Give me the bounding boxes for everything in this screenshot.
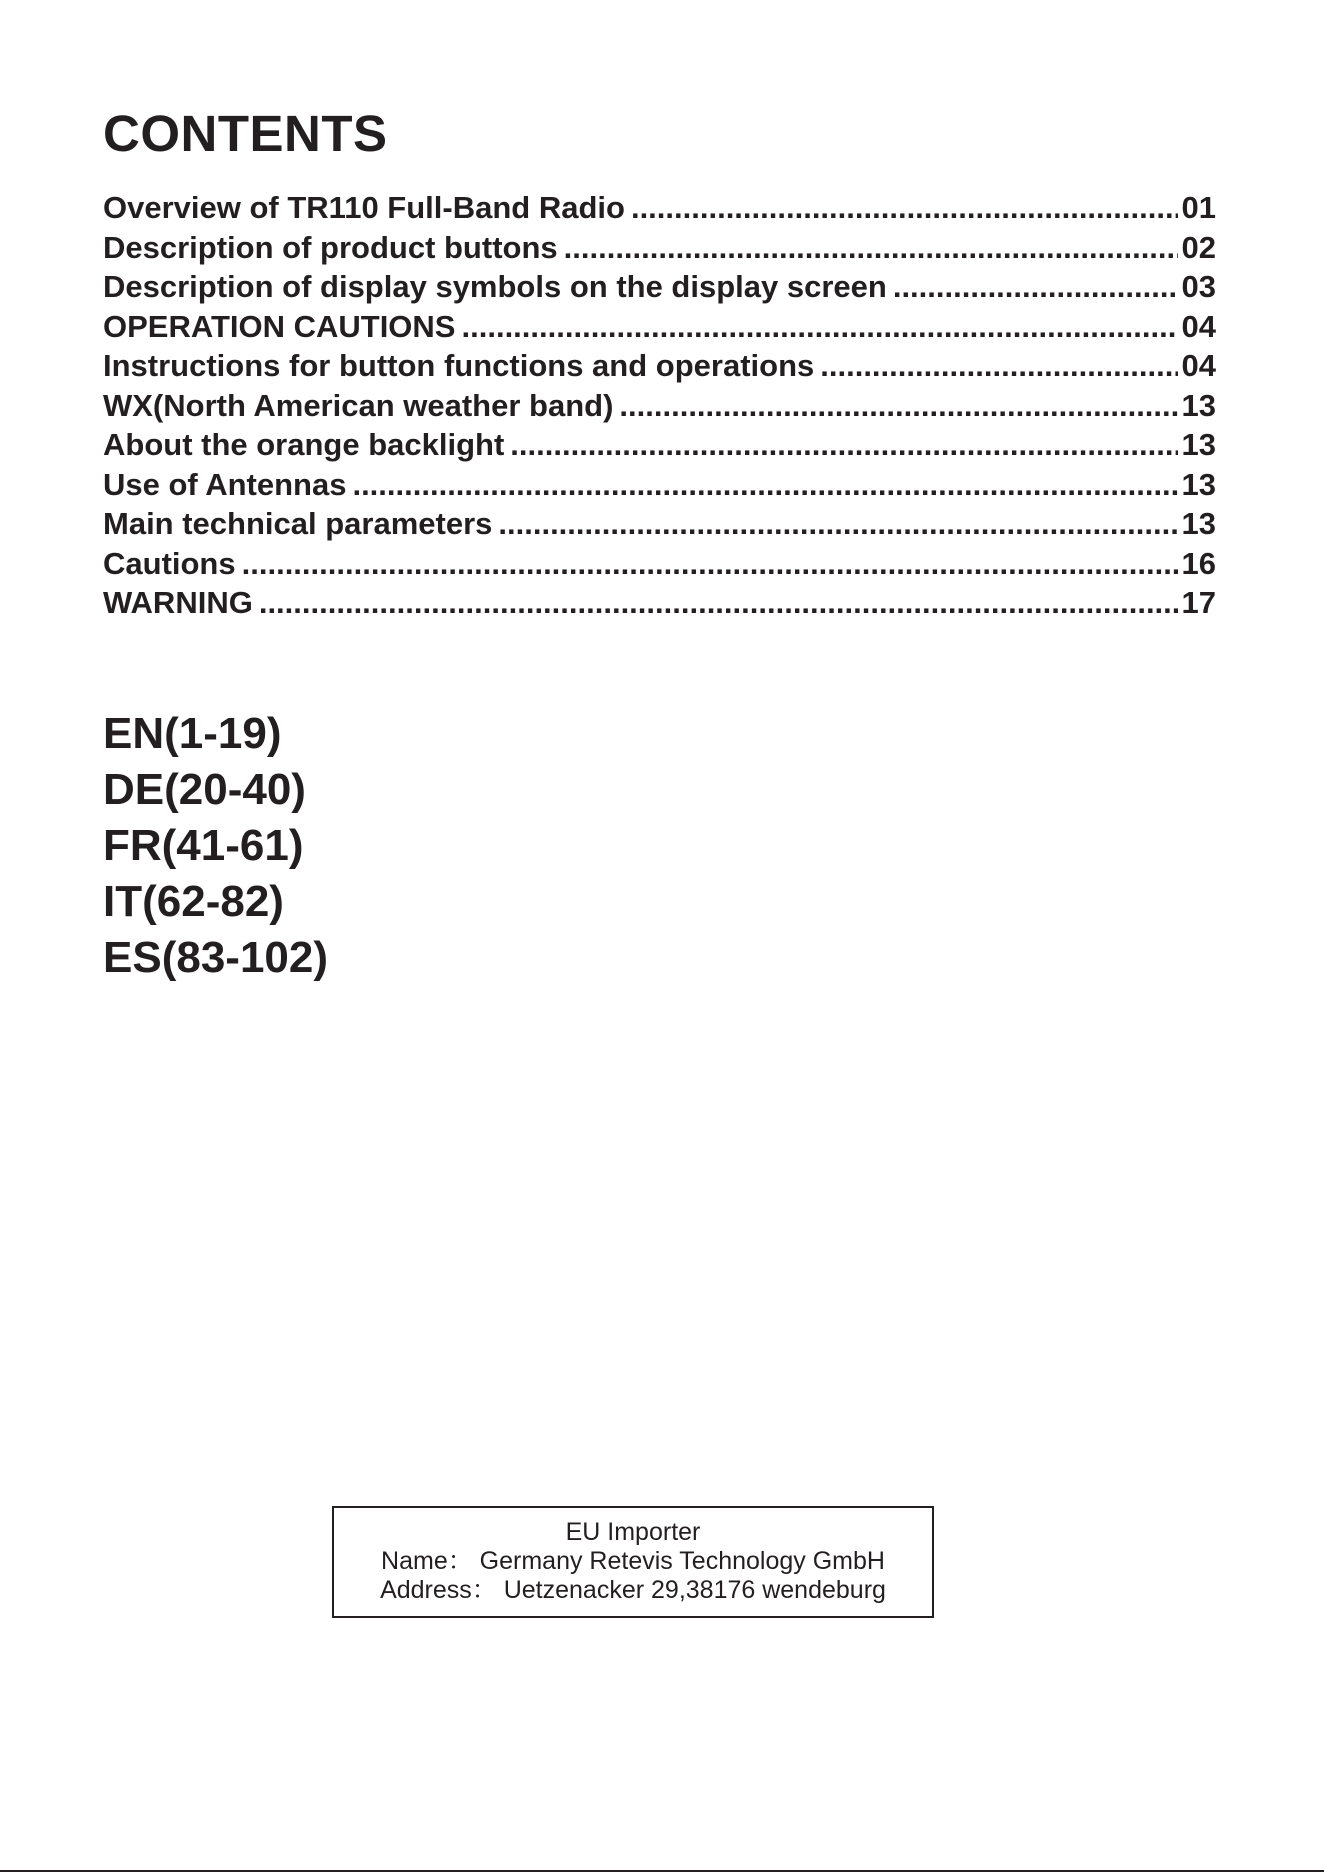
importer-heading: EU Importer [565,1518,701,1546]
toc-page-number: 04 [1181,308,1216,344]
language-entry-de: DE(20-40) [103,765,306,814]
toc-label: About the orange backlight [103,427,505,462]
toc-dot-leader [564,228,1178,268]
toc-page-number: 13 [1181,506,1216,541]
toc-page-number: 17 [1181,585,1216,620]
toc-page-number: 04 [1181,348,1216,383]
language-entry-en: EN(1-19) [103,709,282,758]
toc-row [103,504,1216,544]
language-list [103,706,328,986]
toc-page-number: 01 [1181,190,1216,225]
toc-label: Description of display symbols on the display screen [103,269,887,304]
toc-row [103,188,1216,228]
toc-row [103,346,1216,386]
toc-dot-leader [259,583,1178,623]
toc-page-number: 13 [1181,387,1216,423]
toc-label: WARNING [103,585,253,620]
importer-name: Name： Germany Retevis Technology GmbH [381,1547,885,1575]
toc-row [103,386,1216,426]
table-of-contents [103,188,1216,623]
toc-dot-leader [619,386,1177,426]
toc-dot-leader [510,425,1177,465]
toc-dot-leader [631,188,1178,228]
toc-page-number: 03 [1181,269,1216,304]
toc-label: Description of product buttons [103,229,558,265]
toc-page-number: 16 [1181,545,1216,581]
toc-page-number: 13 [1181,466,1216,502]
language-entry-es: ES(83-102) [103,933,329,982]
eu-importer-box [332,1506,934,1618]
toc-row [103,583,1216,623]
toc-page-number: 13 [1181,427,1216,462]
toc-row [103,267,1216,307]
language-entry-it: IT(62-82) [103,877,284,926]
toc-row [103,425,1216,465]
toc-row [103,465,1216,505]
toc-dot-leader [462,307,1178,347]
toc-label: WX(North American weather band) [103,387,614,423]
toc-label: Cautions [103,545,236,581]
toc-dot-leader [352,465,1177,505]
language-entry-fr: FR(41-61) [103,821,304,870]
toc-label: Main technical parameters [103,506,493,541]
toc-row [103,228,1216,268]
toc-label: Overview of TR110 Full-Band Radio [103,190,625,225]
toc-page-number: 02 [1181,229,1216,265]
toc-dot-leader [820,346,1177,386]
toc-label: OPERATION CAUTIONS [103,308,456,344]
importer-address: Address： Uetzenacker 29,38176 wendeburg [380,1576,886,1604]
toc-dot-leader [498,504,1177,544]
toc-dot-leader [893,267,1178,307]
toc-label: Use of Antennas [103,466,347,502]
toc-dot-leader [242,544,1178,584]
toc-label: Instructions for button functions and operations [103,348,815,383]
toc-row [103,544,1216,584]
toc-row [103,307,1216,347]
page-title: CONTENTS [103,105,388,162]
